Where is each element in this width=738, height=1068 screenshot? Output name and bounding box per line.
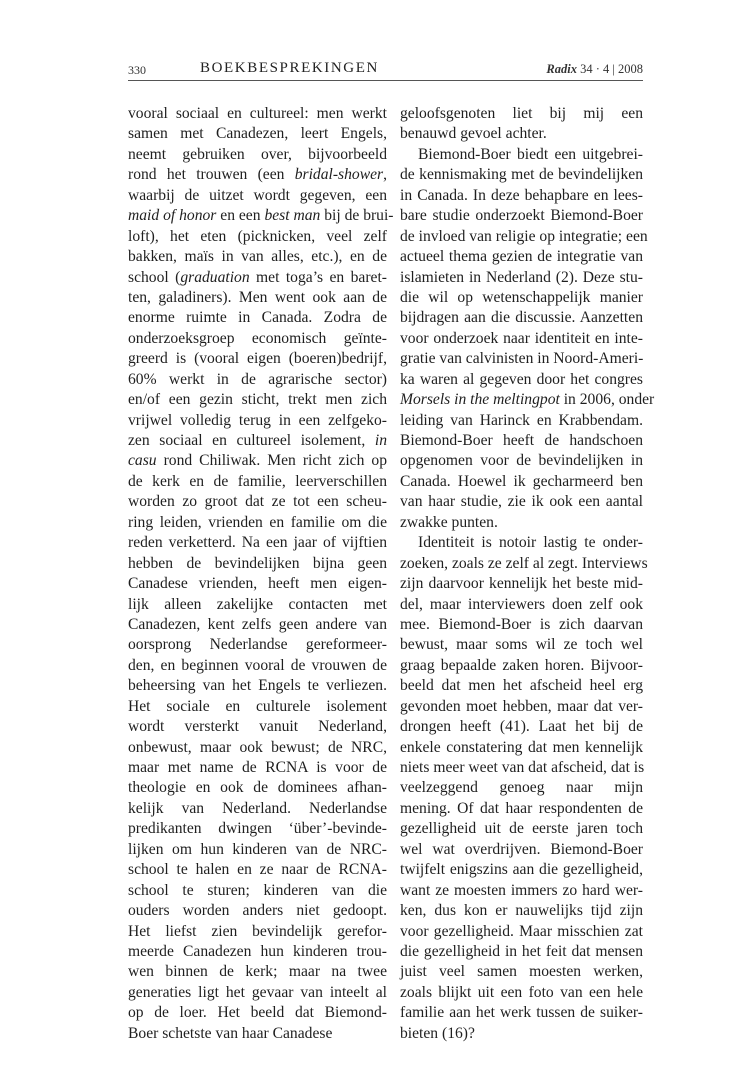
italic-term: bridal-shower (294, 166, 384, 184)
text-line: zen sociaal en cultureel isolement, in (128, 432, 387, 449)
section-title: BOEKBESPREKINGEN (200, 60, 379, 76)
text-line: zwakke punten. (400, 513, 498, 531)
text-line: bieten (16)? (400, 1024, 475, 1042)
text-line: worden zo groot dat ze tot een scheu- (128, 493, 387, 511)
text-line: theologie en ook de dominees afhan- (128, 779, 387, 797)
text-line: loft), het eten (picknicken, veel zelf (128, 227, 387, 245)
text-line: kelijk van Nederland. Nederlandse (128, 799, 387, 817)
text-line: Biemond-Boer heeft de handschoen (400, 432, 643, 449)
text-line: in Canada. In deze behapbare en lees- (400, 186, 643, 204)
text-line: wordt versterkt vanuit Nederland, (128, 718, 387, 736)
text-line: Canada. Hoewel ik gecharmeerd ben (400, 472, 643, 490)
italic-term: graduation (180, 268, 250, 286)
text-line: bewust, maar soms wil ze toch wel (400, 636, 643, 654)
text-line: generaties ligt het gevaar van inteelt al (128, 983, 387, 1001)
text-line: de invloed van religie op integratie; een (400, 227, 648, 245)
text-line: lijken om hun kinderen van de NRC- (128, 840, 387, 858)
text-line: ten, galadiners). Men went ook aan de (128, 288, 387, 306)
text-line: Identiteit is notoir lastig te onder- (418, 534, 643, 552)
text-line: wel wat overdrijven. Biemond-Boer (400, 840, 643, 858)
text-line: meerde Canadezen hun kinderen trou- (128, 942, 387, 960)
text-line: beeld dat men het afscheid heel erg (400, 677, 643, 695)
text-line: zoals blijkt uit een foto van een hele (400, 983, 643, 1001)
text-line: predikanten dwingen ‘über’-bevinde- (128, 820, 387, 838)
italic-term: best man (264, 207, 321, 225)
text-line: del, maar interviewers doen zelf ook (400, 595, 643, 613)
text-line: Morsels in the meltingpot in 2006, onder (400, 391, 655, 409)
left-text-column (128, 104, 394, 1044)
text-line: die wil op wetenschappelijk manier (400, 288, 643, 306)
text-line: lijk alleen zakelijke contacten met (128, 595, 387, 613)
journal-name: Radix (546, 62, 577, 76)
text-line: school (graduation met toga’s en baret- (128, 268, 387, 286)
text-line: waarbij de uitzet wordt gegeven, een (128, 186, 387, 204)
text-line: samen met Canadezen, leert Engels, (128, 125, 387, 143)
text-line: oorsprong Nederlandse gereformeer- (128, 636, 387, 654)
text-line: maid of honor en een best man bij de brui- (128, 207, 394, 225)
text-line: beheersing van het Engels te verliezen. (128, 677, 387, 695)
text-line: juist veel samen moesten werken, (400, 963, 643, 981)
text-line: niets meer weet van dat afscheid, dat is (400, 759, 645, 776)
text-line: ken, dus kon er nauwelijks tijd zijn (400, 902, 643, 920)
italic-term: in (374, 432, 387, 449)
text-line: op de loer. Het beeld dat Biemond- (128, 1004, 387, 1022)
text-line: 60% werkt in de agrarische sector) (128, 370, 387, 388)
text-line: onbewust, maar ook bewust; de NRC, (128, 738, 387, 756)
text-line: rond het trouwen (een bridal-shower, (128, 166, 387, 184)
italic-term: Morsels in the meltingpot (400, 391, 560, 409)
text-line: islamieten in Nederland (2). Deze stu- (400, 268, 643, 286)
text-line: Het sociale en culturele isolement (128, 697, 387, 715)
page-number: 330 (128, 63, 146, 77)
text-line: ring leiden, vrienden en familie om die (128, 513, 387, 531)
journal-issue: 34 · 4 | 2008 (580, 62, 643, 76)
italic-term: casu (128, 452, 157, 470)
text-line: zoeken, zoals ze zelf al zegt. Interviews (400, 554, 648, 572)
text-line: Biemond-Boer biedt een uitgebrei- (418, 145, 643, 163)
text-line: mee. Biemond-Boer is zich daarvan (400, 615, 643, 633)
text-line: actueel thema gezien de integratie van (400, 248, 643, 266)
text-line: leiding van Harinck en Krabbendam. (400, 411, 643, 429)
text-line: familie aan het werk tussen de suiker- (400, 1004, 643, 1022)
journal-citation (546, 62, 643, 77)
text-line: neemt gebruiken over, bijvoorbeeld (128, 145, 387, 163)
text-line: maar met name de RCNA is voor de (128, 759, 387, 776)
text-line: van haar studie, zie ik ook een aantal (400, 493, 643, 511)
text-line: veelzeggend genoeg naar mijn (400, 779, 643, 797)
text-line: Canadese vrienden, heeft men eigen- (128, 575, 387, 593)
text-line: die gezelligheid in het feit dat mensen (400, 942, 643, 960)
text-line: hebben de bevindelijken bijna geen (128, 554, 387, 572)
text-line: bare studie onderzoekt Biemond-Boer (400, 207, 643, 225)
text-line: gevonden moet hebben, maar dat ver- (400, 697, 643, 715)
text-line: onderzoeksgroep economisch geïnte- (128, 329, 387, 347)
text-line: gezelligheid uit de eerste jaren toch (400, 820, 643, 838)
text-line: ka waren al gegeven door het congres (400, 370, 643, 388)
text-line: school te sturen; kinderen van die (128, 881, 387, 899)
text-line: enorme ruimte in Canada. Zodra de (128, 309, 387, 327)
text-line: vrijwel volledig terug in een zelfgeko- (128, 411, 387, 429)
text-line: de kennismaking met de bevindelijken (400, 166, 643, 184)
text-line: enkele constatering dat men kennelijk (400, 738, 643, 756)
text-line: zijn daarvoor kennelijk het beste mid- (400, 575, 643, 593)
text-line: opgenomen voor de bevindelijken in (400, 452, 643, 470)
text-line: wen binnen de kerk; maar na twee (128, 963, 387, 981)
text-line: de kerk en de familie, leerverschillen (128, 472, 387, 490)
text-line: casu rond Chiliwak. Men richt zich op (128, 452, 387, 470)
text-line: den, en beginnen vooral de vrouwen de (128, 656, 387, 674)
text-line: want ze moesten immers zo hard wer- (400, 881, 643, 899)
text-line: mening. Of dat haar respondenten de (400, 799, 643, 817)
text-line: geloofsgenoten liet bij mij een (400, 105, 643, 122)
running-header (128, 60, 643, 81)
text-line: school te halen en ze naar de RCNA- (128, 861, 387, 879)
text-line: bakken, maïs in van alles, etc.), en de (128, 248, 387, 266)
text-line: drongen heeft (41). Laat het bij de (400, 718, 643, 736)
text-line: bijdragen aan die discussie. Aanzetten (400, 309, 643, 327)
right-text-column (400, 104, 655, 1044)
text-line: twijfelt enigszins aan die gezelligheid, (400, 861, 643, 879)
text-line: ouders worden anders niet gedoopt. (128, 902, 387, 920)
italic-term: maid of honor (128, 207, 217, 225)
text-line: Boer schetste van haar Canadese (128, 1024, 333, 1042)
text-line: gratie van calvinisten in Noord-Ameri- (400, 350, 644, 368)
text-line: greerd is (vooral eigen (boeren)bedrijf, (128, 350, 387, 368)
text-line: reden verketterd. Na een jaar of vijftien (128, 534, 387, 552)
text-line: vooral sociaal en cultureel: men werkt (128, 105, 387, 122)
text-line: en/of een gezin sticht, trekt men zich (128, 391, 387, 409)
text-line: Het liefst zien bevindelijk gerefor- (128, 922, 387, 940)
text-line: voor onderzoek naar identiteit en inte- (400, 329, 643, 347)
text-line: voor gezelligheid. Maar misschien zat (400, 922, 643, 940)
text-line: benauwd gevoel achter. (400, 125, 547, 143)
text-line: graag bepaalde zaken horen. Bijvoor- (400, 656, 643, 674)
text-line: Canadezen, kent zelfs geen andere van (128, 615, 387, 633)
